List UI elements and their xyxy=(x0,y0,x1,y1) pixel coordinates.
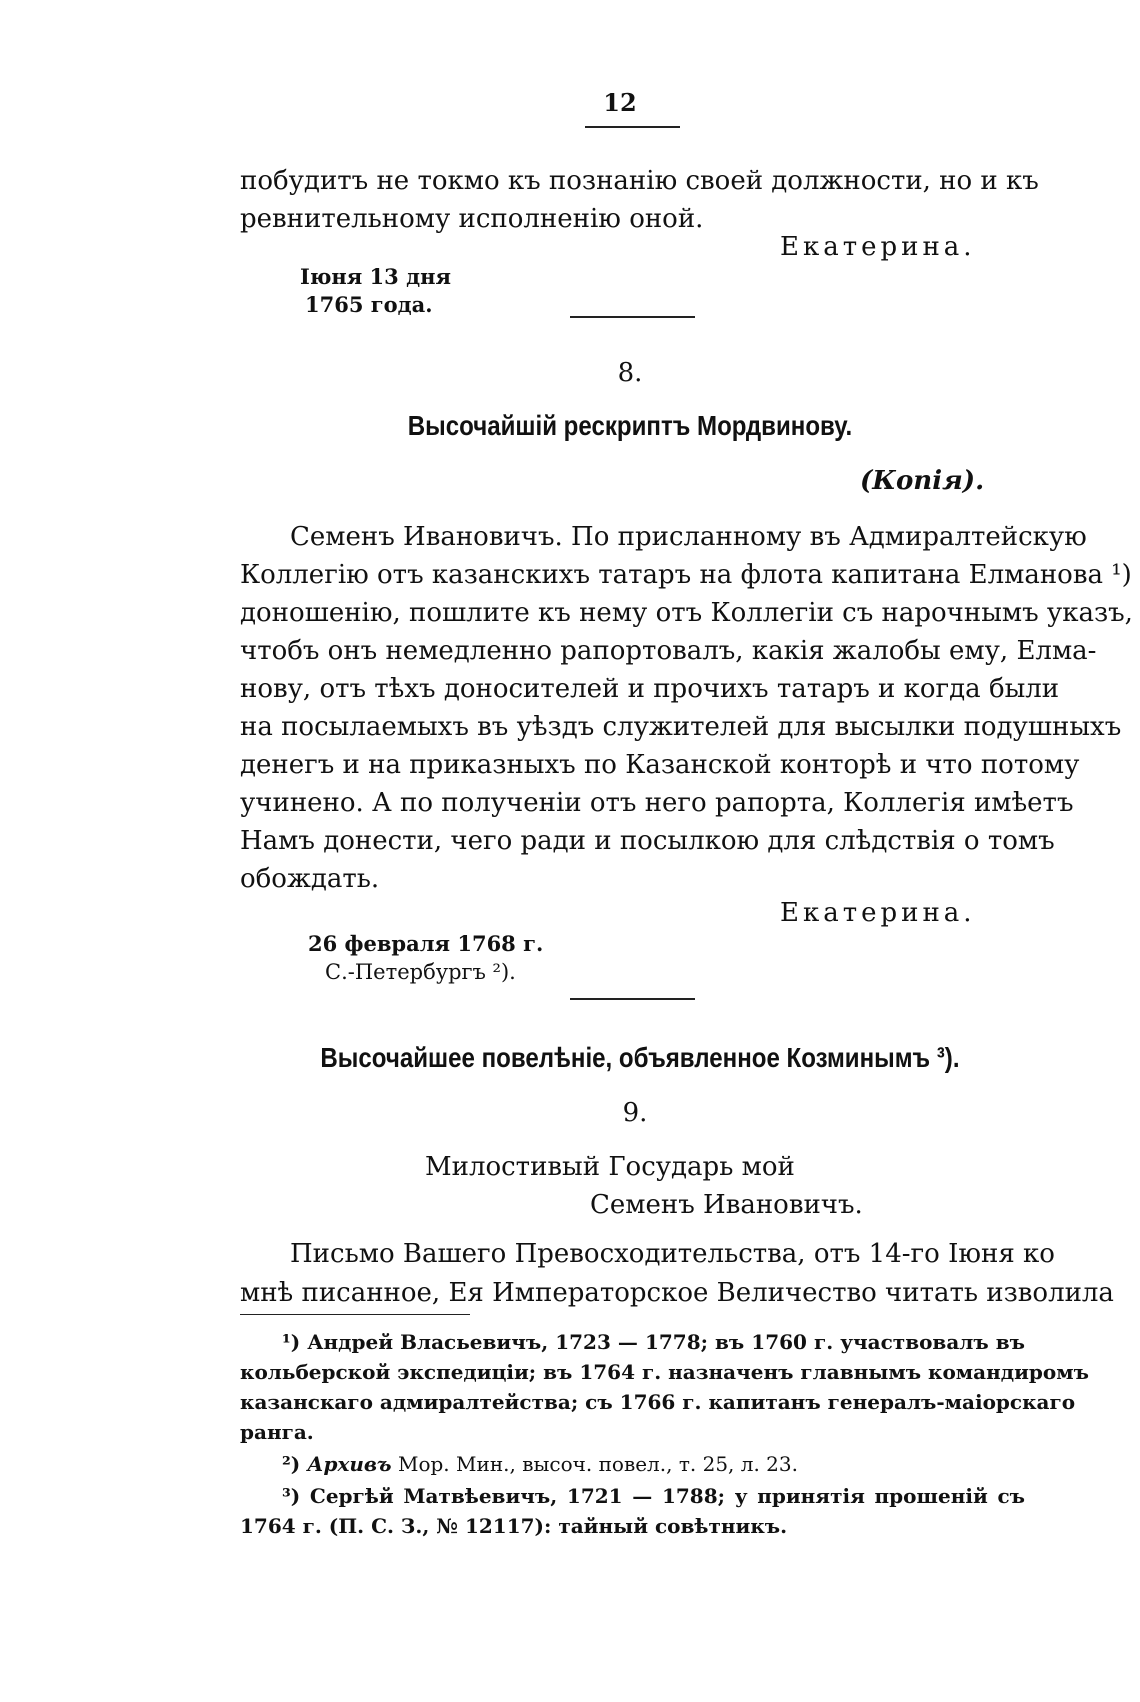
section8-line-1: Семенъ Ивановичъ. По присланному въ Адмиралтейскую xyxy=(290,522,1087,552)
section9-salutation-2: Семенъ Ивановичъ. xyxy=(590,1190,863,1220)
section9-title: Высочайшее повелѣніе, объявленное Козминымъ ³). xyxy=(320,1042,960,1073)
page-number-rule xyxy=(585,126,680,128)
footnote-3-line-1: ³) Сергѣй Матвѣевичъ, 1721 — 1788; у принятія прошеній съ xyxy=(282,1484,1025,1508)
section8-line-4: чтобъ онъ немедленно рапортовалъ, какія жалобы ему, Елма- xyxy=(240,636,1097,666)
section8-line-10: обождать. xyxy=(240,864,380,894)
section8-line-5: нову, отъ тѣхъ доносителей и прочихъ татаръ и когда были xyxy=(240,674,1060,704)
section8-signature: Екатерина. xyxy=(780,898,976,928)
section7-line-2: ревнительному исполненію оной. xyxy=(240,204,704,234)
section7-line-1: побудитъ не токмо къ познанію своей должности, но и къ xyxy=(240,166,1039,196)
section-divider-1 xyxy=(570,316,695,318)
footnote-1-line-2: кольберской экспедиціи; въ 1764 г. назначенъ главнымъ командиромъ xyxy=(240,1360,1089,1384)
section8-line-9: Намъ донести, чего ради и посылкою для слѣдствія о томъ xyxy=(240,826,1055,856)
footnote-3-line-2: 1764 г. (П. С. З., № 12117): тайный совѣтникъ. xyxy=(240,1514,788,1538)
section7-signature: Екатерина. xyxy=(780,232,976,262)
section8-line-6: на посылаемыхъ въ уѣздъ служителей для высылки подушныхъ xyxy=(240,712,1122,742)
footnote-2-archive: Архивъ xyxy=(307,1452,392,1476)
section9-line-1: Письмо Вашего Превосходительства, отъ 14-го Іюня ко xyxy=(290,1239,1055,1269)
section8-copy-note: (Копія). xyxy=(860,466,985,496)
section8-date-2: С.-Петербургъ ²). xyxy=(325,960,516,984)
section8-number: 8. xyxy=(617,358,643,388)
section8-title: Высочайшій рескриптъ Мордвинову. xyxy=(407,410,853,441)
footnote-rule xyxy=(240,1314,470,1315)
section8-line-8: учинено. А по полученіи отъ него рапорта, Коллегія имѣетъ xyxy=(240,788,1074,818)
section7-date-1: Іюня 13 дня xyxy=(300,264,451,289)
page-number: 12 xyxy=(603,88,637,117)
section8-line-7: денегъ и на приказныхъ по Казанской конторѣ и что потому xyxy=(240,750,1080,780)
footnote-2-text: Мор. Мин., высоч. повел., т. 25, л. 23. xyxy=(391,1452,798,1476)
footnote-1-line-4: ранга. xyxy=(240,1420,314,1444)
section8-line-3: доношенію, пошлите къ нему отъ Коллегіи съ нарочнымъ указъ, xyxy=(240,598,1133,628)
section9-number: 9. xyxy=(622,1098,648,1128)
section9-line-2: мнѣ писанное, Ея Императорское Величество читать изволила xyxy=(240,1278,1114,1308)
footnote-2-marker: ²) xyxy=(282,1452,308,1476)
section8-date-1: 26 февраля 1768 г. xyxy=(308,931,544,956)
section8-line-2: Коллегію отъ казанскихъ татаръ на флота капитана Елманова ¹) xyxy=(240,560,1132,590)
footnote-1-line-1: ¹) Андрей Власьевичъ, 1723 — 1778; въ 1760 г. участвовалъ въ xyxy=(282,1330,1025,1354)
footnote-2 xyxy=(282,1450,1025,1478)
section-divider-2 xyxy=(570,998,695,1000)
section9-salutation-1: Милостивый Государь мой xyxy=(425,1152,795,1182)
footnote-1-line-3: казанскаго адмиралтейства; съ 1766 г. капитанъ генералъ-маіорскаго xyxy=(240,1390,1076,1414)
section7-date-2: 1765 года. xyxy=(305,292,433,317)
